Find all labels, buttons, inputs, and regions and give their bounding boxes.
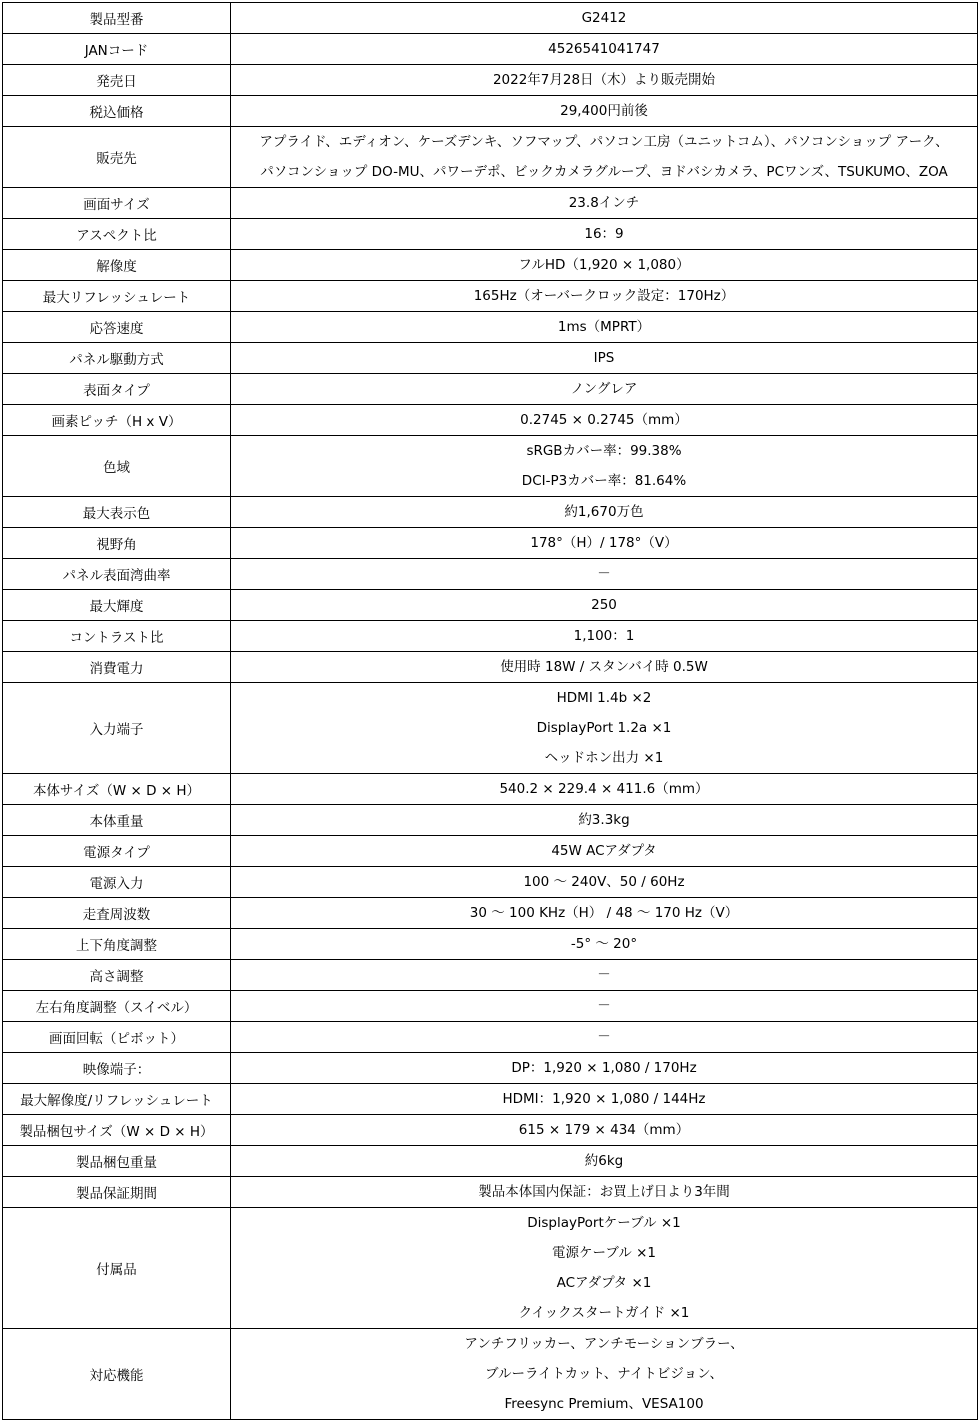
spec-value [231,436,978,497]
spec-row [3,96,978,127]
spec-row [3,127,978,188]
spec-label: 製品梱包重量 [3,1146,231,1177]
spec-value [231,34,978,65]
spec-row [3,1022,978,1053]
spec-value-line: クイックスタートガイド ×1 [518,1305,690,1321]
spec-value-line: － [597,566,611,582]
spec-value [231,898,978,929]
spec-value [231,1329,978,1420]
spec-value [231,405,978,436]
spec-label: 製品型番 [3,3,231,34]
spec-row [3,312,978,343]
spec-label: 色域 [3,436,231,497]
spec-row [3,34,978,65]
spec-row [3,1208,978,1329]
spec-row [3,374,978,405]
spec-value [231,65,978,96]
spec-label: 上下角度調整 [3,929,231,960]
spec-value [231,1115,978,1146]
spec-label: 画素ピッチ（H x V） [3,405,231,436]
spec-label: 電源タイプ [3,836,231,867]
spec-value-line: IPS [593,350,615,366]
spec-value-line: HDMI 1.4b ×2 [556,690,652,706]
spec-value [231,590,978,621]
spec-row [3,590,978,621]
spec-row [3,250,978,281]
spec-value-line: － [597,1029,611,1045]
spec-row [3,65,978,96]
spec-label: 最大表示色 [3,497,231,528]
spec-row [3,683,978,774]
spec-value-line: 約6kg [584,1153,624,1169]
spec-value [231,960,978,991]
spec-value [231,374,978,405]
spec-value-line: ACアダプタ ×1 [556,1275,652,1291]
spec-value-line: DisplayPort 1.2a ×1 [536,720,672,736]
spec-label: 左右角度調整（スイベル） [3,991,231,1022]
spec-value [231,96,978,127]
spec-label: 表面タイプ [3,374,231,405]
spec-value [231,343,978,374]
spec-value-line: Freesync Premium、VESA100 [504,1396,704,1412]
spec-value [231,991,978,1022]
spec-label: 対応機能 [3,1329,231,1420]
spec-value-line: 4526541041747 [548,41,660,57]
spec-label: 製品保証期間 [3,1177,231,1208]
spec-value-line: 615 × 179 × 434（mm） [518,1122,690,1138]
spec-value [231,774,978,805]
spec-value [231,250,978,281]
spec-row [3,621,978,652]
spec-value [231,3,978,34]
spec-value [231,127,978,188]
spec-label: 視野角 [3,528,231,559]
spec-label: 応答速度 [3,312,231,343]
spec-row [3,559,978,590]
spec-value [231,805,978,836]
spec-row [3,281,978,312]
spec-value-line: 16：9 [584,226,624,242]
spec-value-line: フルHD（1,920 × 1,080） [518,257,690,273]
spec-value-line: 製品本体国内保証：お買上げ日より3年間 [478,1184,730,1200]
spec-label: 消費電力 [3,652,231,683]
spec-value [231,652,978,683]
spec-value-line: アプライド、エディオン、ケーズデンキ、ソフマップ、パソコン工房（ユニットコム）、パソコンショップ アーク、 [259,134,949,150]
spec-value [231,1022,978,1053]
spec-label: 税込価格 [3,96,231,127]
spec-label: 本体重量 [3,805,231,836]
spec-value-line: 23.8インチ [568,195,640,211]
spec-value-line: 29,400円前後 [560,103,648,119]
spec-value-line: DP：1,920 × 1,080 / 170Hz [511,1060,697,1076]
spec-label: 電源入力 [3,867,231,898]
spec-value-line: ノングレア [570,381,638,397]
spec-label: 最大解像度/リフレッシュレート [3,1084,231,1115]
spec-value [231,281,978,312]
spec-label: 入力端子 [3,683,231,774]
spec-value [231,1053,978,1084]
spec-value-line: 540.2 × 229.4 × 411.6（mm） [499,781,709,797]
spec-row [3,805,978,836]
spec-value-line: DisplayPortケーブル ×1 [527,1215,681,1231]
spec-row [3,436,978,497]
spec-value-line: － [597,998,611,1014]
spec-row [3,898,978,929]
spec-value [231,683,978,774]
spec-value-line: G2412 [581,10,627,26]
spec-value [231,867,978,898]
spec-label: JANコード [3,34,231,65]
spec-value-line: 2022年7月28日（木）より販売開始 [492,72,716,88]
spec-row [3,867,978,898]
spec-label: コントラスト比 [3,621,231,652]
spec-value-line: 45W ACアダプタ [551,843,657,859]
spec-label: 発売日 [3,65,231,96]
spec-value-line: HDMI：1,920 × 1,080 / 144Hz [502,1091,706,1107]
spec-value [231,1146,978,1177]
spec-value-line: 30 ～ 100 KHz（H） / 48 ～ 170 Hz（V） [469,905,739,921]
spec-value-line: ヘッドホン出力 ×1 [544,750,664,766]
spec-value-line: アンチフリッカー、アンチモーションブラー、 [464,1336,744,1352]
spec-label: 走査周波数 [3,898,231,929]
spec-row [3,219,978,250]
spec-value [231,1177,978,1208]
spec-value-line: 1ms（MPRT） [557,319,651,335]
spec-table [2,2,978,1420]
spec-row [3,3,978,34]
spec-value [231,188,978,219]
spec-label: 本体サイズ（W × D × H） [3,774,231,805]
spec-value [231,219,978,250]
spec-label: 製品梱包サイズ（W × D × H） [3,1115,231,1146]
spec-row [3,929,978,960]
spec-row [3,497,978,528]
spec-value-line: -5° ～ 20° [570,936,638,952]
spec-row [3,405,978,436]
spec-value [231,621,978,652]
spec-label: 画面サイズ [3,188,231,219]
spec-value-line: パソコンショップ DO-MU、パワーデポ、ビックカメラグループ、ヨドバシカメラ、PCワンズ、TSUKUMO、ZOA [260,164,948,180]
spec-value-line: － [597,967,611,983]
spec-row [3,188,978,219]
spec-label: 付属品 [3,1208,231,1329]
spec-row [3,1177,978,1208]
spec-value-line: 約3.3kg [578,812,630,828]
spec-row [3,1329,978,1420]
spec-value [231,559,978,590]
spec-value-line: 使用時 18W / スタンバイ時 0.5W [500,659,708,675]
spec-value-line: sRGBカバー率：99.38% [526,443,682,459]
spec-value [231,312,978,343]
spec-value-line: 250 [591,597,617,613]
spec-table-body [3,3,978,1420]
spec-value-line: ブルーライトカット、ナイトビジョン、 [484,1366,723,1382]
spec-label: 画面回転（ピボット） [3,1022,231,1053]
spec-row [3,1084,978,1115]
spec-value-line: 178°（H）/ 178°（V） [530,535,678,551]
spec-value-line: 100 ～ 240V、50 / 60Hz [523,874,685,890]
spec-value-line: 電源ケーブル ×1 [552,1245,656,1261]
spec-value-line: DCI-P3カバー率：81.64% [521,473,687,489]
spec-label: アスペクト比 [3,219,231,250]
spec-value-line: 1,100：1 [573,628,635,644]
spec-value [231,1084,978,1115]
spec-value-line: 165Hz（オーバークロック設定：170Hz） [473,288,735,304]
spec-row [3,836,978,867]
spec-row [3,528,978,559]
spec-label: パネル駆動方式 [3,343,231,374]
spec-label: 販売先 [3,127,231,188]
spec-label: パネル表面湾曲率 [3,559,231,590]
spec-row [3,991,978,1022]
spec-label: 最大輝度 [3,590,231,621]
spec-row [3,1053,978,1084]
spec-value [231,497,978,528]
spec-value [231,836,978,867]
spec-row [3,774,978,805]
spec-row [3,652,978,683]
spec-value [231,929,978,960]
spec-row [3,1115,978,1146]
spec-label: 最大リフレッシュレート [3,281,231,312]
spec-value-line: 約1,670万色 [564,504,644,520]
spec-value [231,528,978,559]
spec-value-line: 0.2745 × 0.2745（mm） [520,412,688,428]
spec-row [3,343,978,374]
spec-label: 映像端子： [3,1053,231,1084]
spec-label: 解像度 [3,250,231,281]
spec-row [3,960,978,991]
spec-label: 高さ調整 [3,960,231,991]
spec-row [3,1146,978,1177]
spec-value [231,1208,978,1329]
